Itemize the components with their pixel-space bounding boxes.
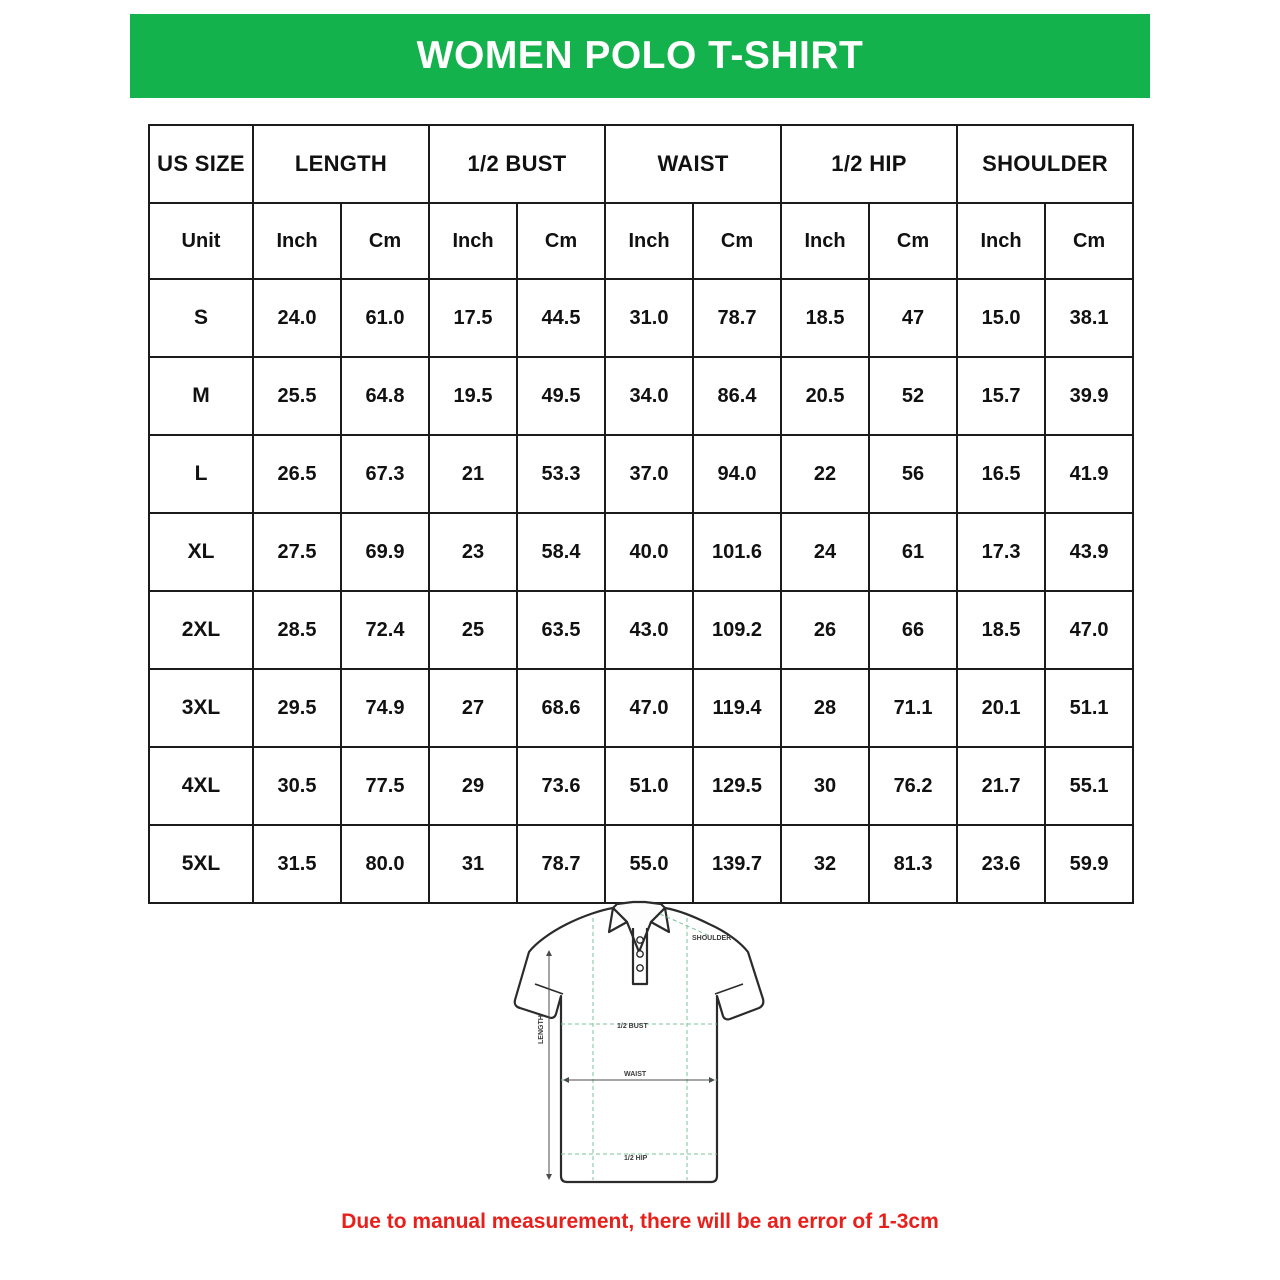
cell-hip-inch: 26 [781, 591, 869, 669]
cell-hip-inch: 18.5 [781, 279, 869, 357]
column-header-half-hip: 1/2 HIP [781, 125, 957, 203]
table-unit-header-row [149, 203, 1133, 279]
cell-length-cm: 80.0 [341, 825, 429, 903]
cell-hip-inch: 30 [781, 747, 869, 825]
cell-length-inch: 25.5 [253, 357, 341, 435]
cell-hip-cm: 61 [869, 513, 957, 591]
cell-shoulder-cm: 47.0 [1045, 591, 1133, 669]
unit-shoulder-inch: Inch [957, 203, 1045, 279]
table-row [149, 513, 1133, 591]
cell-waist-cm: 119.4 [693, 669, 781, 747]
unit-length-cm: Cm [341, 203, 429, 279]
measurement-disclaimer: Due to manual measurement, there will be an error of 1-3cm [341, 1210, 939, 1233]
polo-shirt-diagram [505, 892, 773, 1192]
column-header-us-size: US SIZE [149, 125, 253, 203]
cell-shoulder-inch: 23.6 [957, 825, 1045, 903]
page-title: WOMEN POLO T-SHIRT [416, 34, 864, 77]
cell-bust-cm: 44.5 [517, 279, 605, 357]
cell-size: 2XL [149, 591, 253, 669]
cell-waist-inch: 37.0 [605, 435, 693, 513]
cell-length-inch: 31.5 [253, 825, 341, 903]
header-banner [130, 14, 1150, 98]
cell-size: M [149, 357, 253, 435]
cell-length-cm: 67.3 [341, 435, 429, 513]
cell-shoulder-cm: 38.1 [1045, 279, 1133, 357]
cell-waist-cm: 109.2 [693, 591, 781, 669]
cell-waist-inch: 31.0 [605, 279, 693, 357]
cell-hip-cm: 71.1 [869, 669, 957, 747]
cell-bust-inch: 29 [429, 747, 517, 825]
cell-shoulder-inch: 15.7 [957, 357, 1045, 435]
column-header-waist: WAIST [605, 125, 781, 203]
cell-length-inch: 28.5 [253, 591, 341, 669]
unit-bust-cm: Cm [517, 203, 605, 279]
cell-hip-cm: 81.3 [869, 825, 957, 903]
cell-size: S [149, 279, 253, 357]
cell-length-inch: 26.5 [253, 435, 341, 513]
column-header-length: LENGTH [253, 125, 429, 203]
cell-hip-cm: 66 [869, 591, 957, 669]
unit-length-inch: Inch [253, 203, 341, 279]
table-group-header-row [149, 125, 1133, 203]
table-row [149, 279, 1133, 357]
column-header-half-bust: 1/2 BUST [429, 125, 605, 203]
unit-label: Unit [149, 203, 253, 279]
cell-bust-inch: 25 [429, 591, 517, 669]
cell-shoulder-cm: 55.1 [1045, 747, 1133, 825]
shirt-outline-icon [515, 902, 764, 1182]
column-header-shoulder: SHOULDER [957, 125, 1133, 203]
cell-size: 3XL [149, 669, 253, 747]
cell-hip-cm: 76.2 [869, 747, 957, 825]
cell-waist-cm: 101.6 [693, 513, 781, 591]
cell-hip-inch: 28 [781, 669, 869, 747]
cell-size: L [149, 435, 253, 513]
unit-shoulder-cm: Cm [1045, 203, 1133, 279]
cell-shoulder-inch: 16.5 [957, 435, 1045, 513]
cell-bust-cm: 78.7 [517, 825, 605, 903]
cell-shoulder-inch: 18.5 [957, 591, 1045, 669]
unit-hip-inch: Inch [781, 203, 869, 279]
cell-length-inch: 27.5 [253, 513, 341, 591]
cell-waist-inch: 40.0 [605, 513, 693, 591]
cell-length-inch: 24.0 [253, 279, 341, 357]
cell-bust-inch: 17.5 [429, 279, 517, 357]
cell-shoulder-cm: 59.9 [1045, 825, 1133, 903]
diagram-label-length: LENGTH [538, 1015, 545, 1044]
button-icon [637, 937, 643, 971]
cell-size: 4XL [149, 747, 253, 825]
size-table [148, 124, 1134, 904]
cell-bust-inch: 19.5 [429, 357, 517, 435]
cell-shoulder-cm: 39.9 [1045, 357, 1133, 435]
cell-length-cm: 69.9 [341, 513, 429, 591]
cell-waist-inch: 34.0 [605, 357, 693, 435]
cell-bust-cm: 49.5 [517, 357, 605, 435]
table-row [149, 435, 1133, 513]
cell-bust-cm: 68.6 [517, 669, 605, 747]
cell-shoulder-inch: 20.1 [957, 669, 1045, 747]
cell-shoulder-inch: 17.3 [957, 513, 1045, 591]
diagram-label-half-bust: 1/2 BUST [617, 1023, 648, 1030]
cell-hip-cm: 47 [869, 279, 957, 357]
cell-waist-cm: 139.7 [693, 825, 781, 903]
unit-bust-inch: Inch [429, 203, 517, 279]
cell-waist-cm: 86.4 [693, 357, 781, 435]
cell-hip-cm: 56 [869, 435, 957, 513]
cell-size: XL [149, 513, 253, 591]
diagram-label-waist: WAIST [624, 1071, 647, 1078]
cell-shoulder-inch: 21.7 [957, 747, 1045, 825]
diagram-label-shoulder: SHOULDER [692, 935, 732, 942]
cell-length-cm: 72.4 [341, 591, 429, 669]
unit-waist-inch: Inch [605, 203, 693, 279]
cell-shoulder-inch: 15.0 [957, 279, 1045, 357]
cell-waist-inch: 43.0 [605, 591, 693, 669]
cell-length-inch: 29.5 [253, 669, 341, 747]
cell-bust-cm: 58.4 [517, 513, 605, 591]
cell-length-inch: 30.5 [253, 747, 341, 825]
cell-waist-inch: 47.0 [605, 669, 693, 747]
size-table-container [148, 124, 1132, 904]
table-row [149, 357, 1133, 435]
cell-hip-cm: 52 [869, 357, 957, 435]
cell-waist-inch: 51.0 [605, 747, 693, 825]
cell-bust-inch: 21 [429, 435, 517, 513]
cell-length-cm: 74.9 [341, 669, 429, 747]
table-row [149, 669, 1133, 747]
diagram-label-half-hip: 1/2 HIP [624, 1155, 648, 1162]
cell-waist-cm: 129.5 [693, 747, 781, 825]
cell-bust-inch: 31 [429, 825, 517, 903]
table-row [149, 747, 1133, 825]
cell-bust-cm: 73.6 [517, 747, 605, 825]
cell-length-cm: 77.5 [341, 747, 429, 825]
cell-hip-inch: 32 [781, 825, 869, 903]
cell-hip-inch: 22 [781, 435, 869, 513]
cell-hip-inch: 24 [781, 513, 869, 591]
cell-size: 5XL [149, 825, 253, 903]
cell-bust-cm: 53.3 [517, 435, 605, 513]
cell-bust-inch: 23 [429, 513, 517, 591]
table-row [149, 591, 1133, 669]
cell-hip-inch: 20.5 [781, 357, 869, 435]
cell-length-cm: 61.0 [341, 279, 429, 357]
cell-waist-inch: 55.0 [605, 825, 693, 903]
cell-shoulder-cm: 43.9 [1045, 513, 1133, 591]
cell-shoulder-cm: 41.9 [1045, 435, 1133, 513]
cell-bust-cm: 63.5 [517, 591, 605, 669]
cell-bust-inch: 27 [429, 669, 517, 747]
cell-waist-cm: 94.0 [693, 435, 781, 513]
cell-shoulder-cm: 51.1 [1045, 669, 1133, 747]
unit-hip-cm: Cm [869, 203, 957, 279]
unit-waist-cm: Cm [693, 203, 781, 279]
cell-length-cm: 64.8 [341, 357, 429, 435]
cell-waist-cm: 78.7 [693, 279, 781, 357]
